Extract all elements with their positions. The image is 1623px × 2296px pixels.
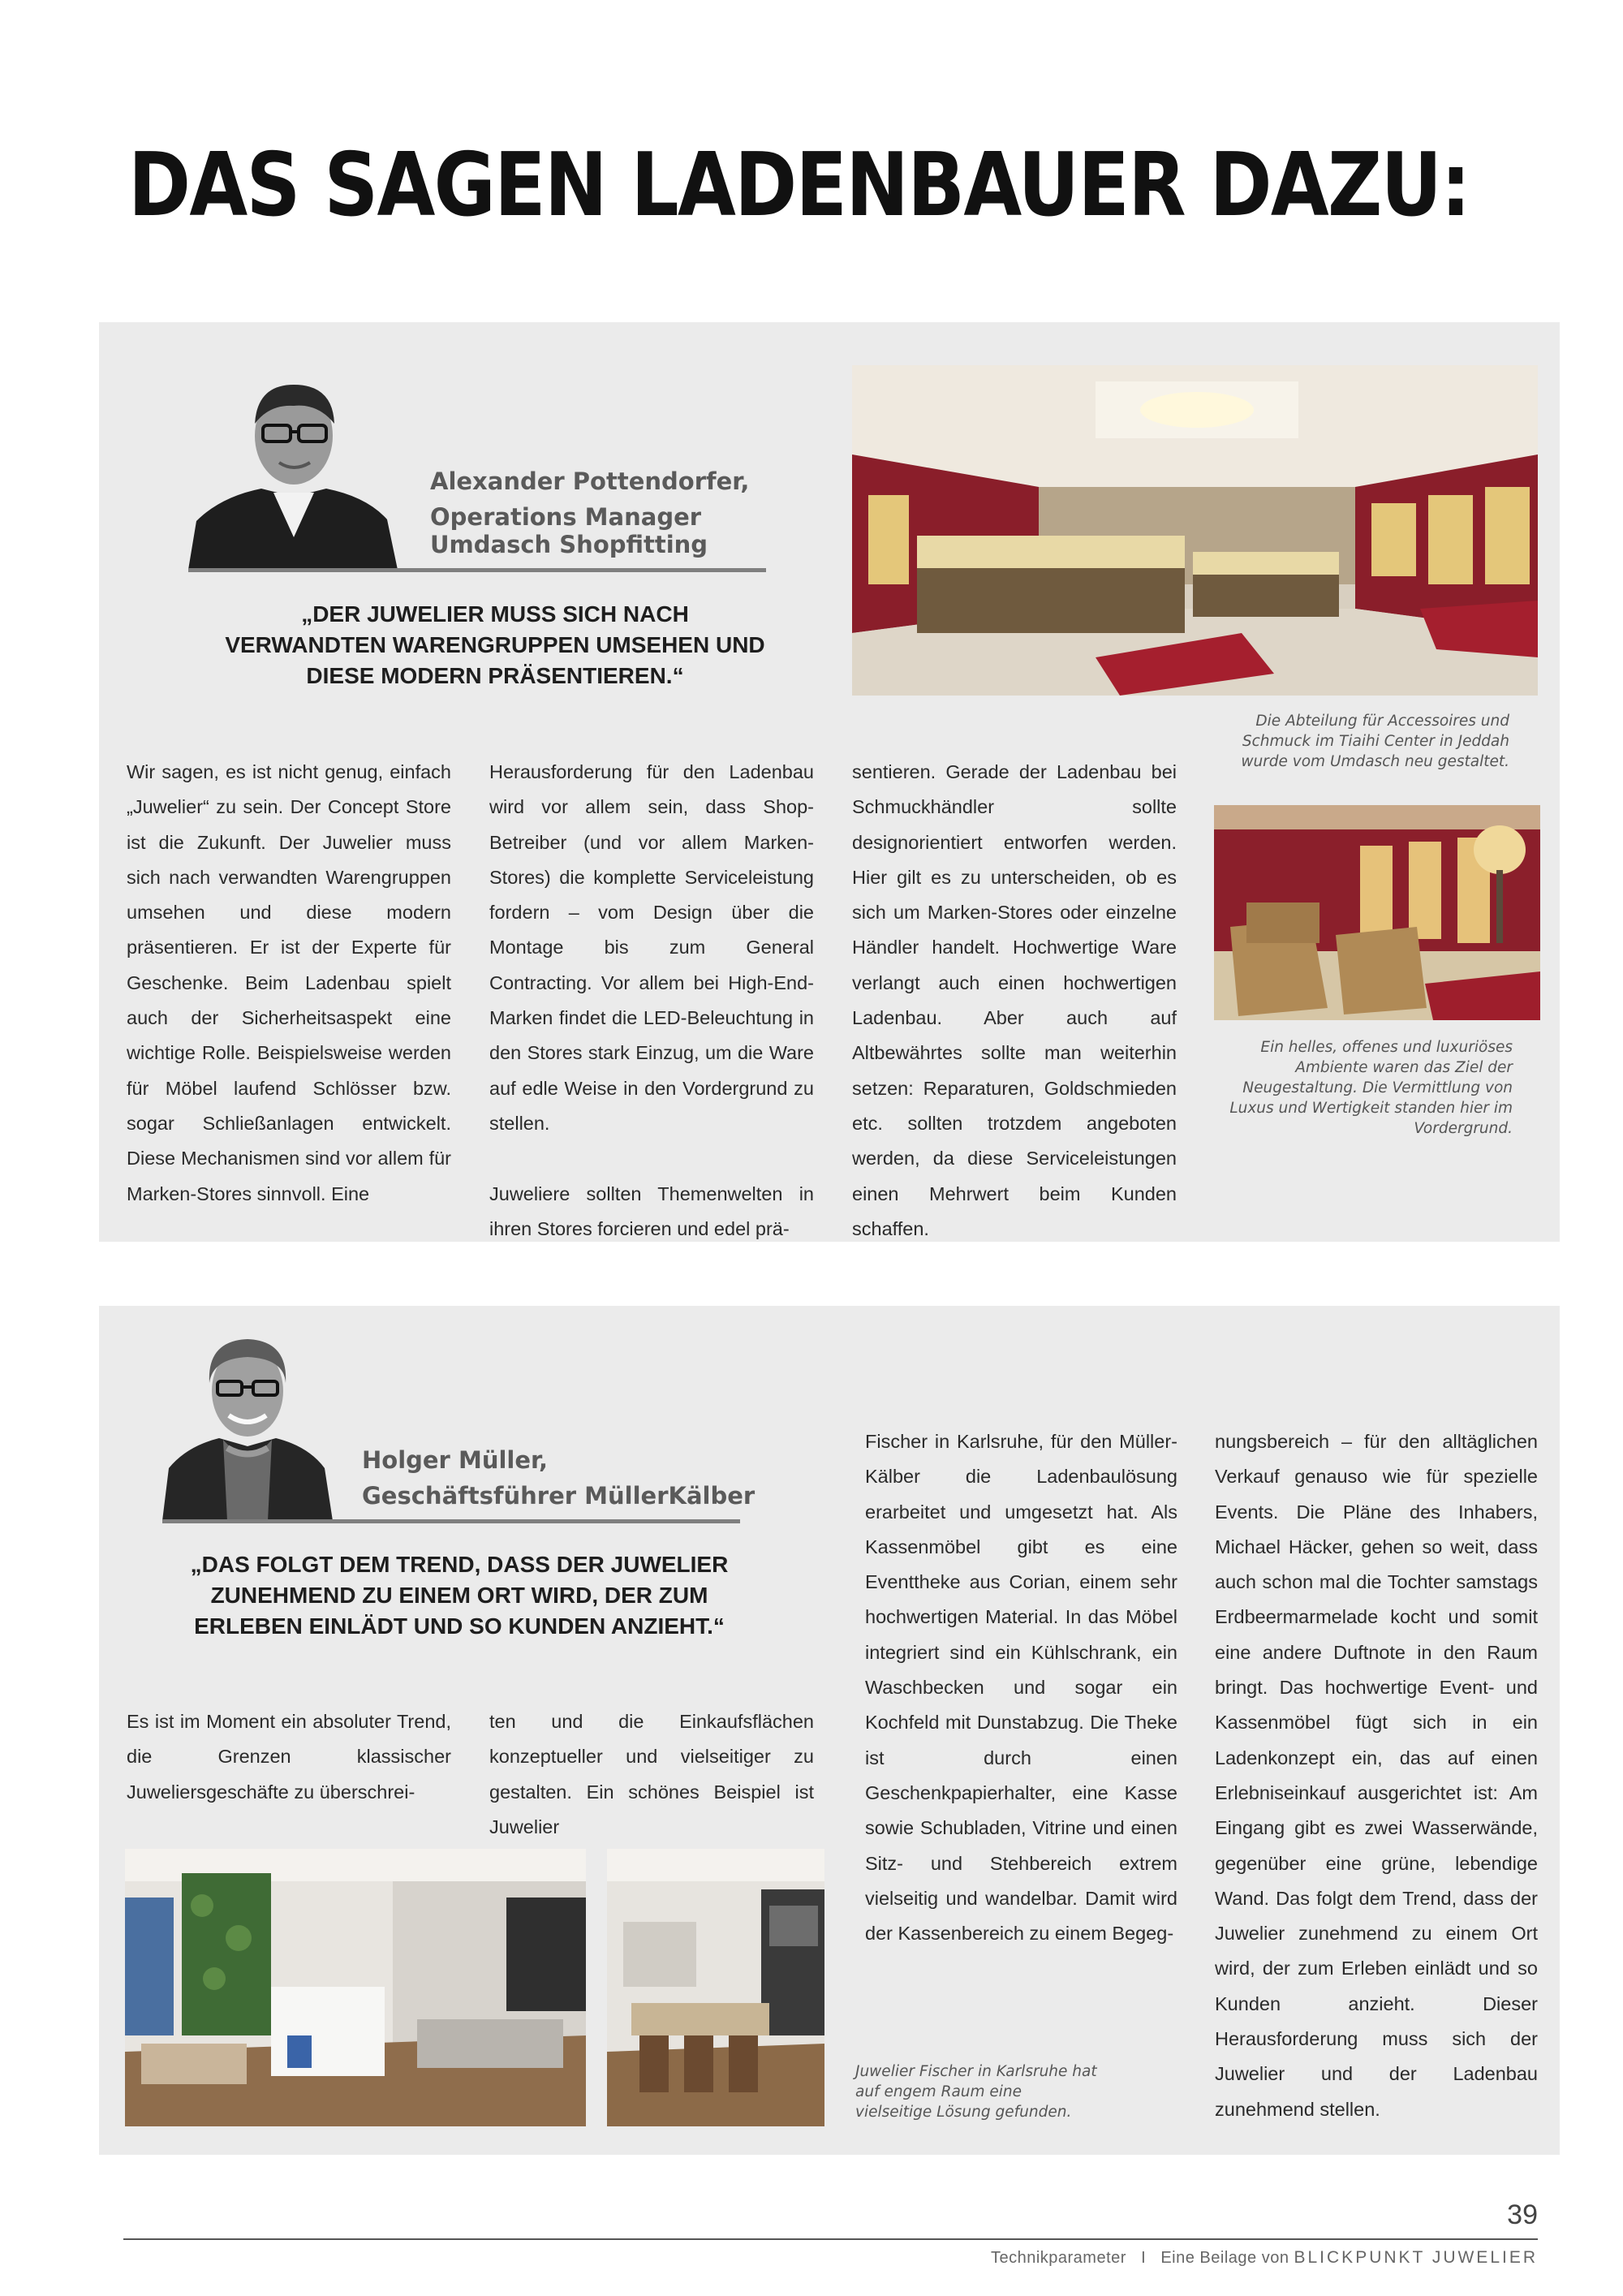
photo-juwelier-fischer-counter (607, 1849, 824, 2126)
photo-luxury-lounge (1214, 805, 1540, 1020)
paragraph: ten und die Einkaufsflächen konzeptueller und vielseitiger zu gestalten. Ein schönes Beispiel ist Juwelier (489, 1711, 814, 1837)
article-column-3 (852, 755, 1177, 1247)
article-column-2 (489, 1704, 814, 1845)
author-role-pottendorfer-line1: Operations Manager (430, 503, 702, 531)
article-column-4 (1215, 1424, 1538, 2127)
pull-quote-pottendorfer: „DER JUWELIER MUSS SICH NACH VERWANDTEN WARENGRUPPEN UMSEHEN UND DIESE MODERN PRÄSENTIEREN.“ (225, 601, 765, 688)
footer-left: Technikparameter (990, 2249, 1126, 2267)
article-column-3 (865, 1424, 1177, 1951)
footer-credit (991, 2248, 1538, 2268)
author-name-mueller: Holger Müller, (362, 1446, 549, 1474)
caption-luxury-lounge: Ein helles, offenes und luxuriöses Ambiente waren das Ziel der Neugestaltung. Die Vermittlung von Luxus und Wertigkeit standen hier im Vordergrund. (1229, 1039, 1513, 1137)
article-column-1 (127, 755, 451, 1212)
paragraph: Herausforderung für den Ladenbau wird vor allem sein, dass Shop-Betreiber (und vor allem Marken-Stores) die komplette Serviceleistung fordern – vom Design über die Montage bis zum General Contracting. Vor allem bei High-End-Marken findet die LED-Beleuchtung in den Stores stark Einzug, um die Ware auf edle Weise in den Vordergrund zu stellen. (489, 761, 814, 1134)
footer-divider (123, 2238, 1538, 2240)
pull-quote-mueller: „DAS FOLGT DEM TREND, DASS DER JUWELIER ZUNEHMEND ZU EINEM ORT WIRD, DER ZUM ERLEBEN EINLÄDT UND SO KUNDEN ANZIEHT.“ (190, 1552, 729, 1639)
article-column-2 (489, 755, 814, 1247)
author-role-pottendorfer-line2: Umdasch Shopfitting (430, 531, 708, 558)
caption-juwelier-fischer: Juwelier Fischer in Karlsruhe hat auf engem Raum eine vielseitige Lösung gefunden. (855, 2063, 1097, 2121)
footer-separator: I (1141, 2249, 1147, 2267)
author-role-mueller: Geschäftsführer MüllerKälber (362, 1482, 756, 1510)
photo-juwelier-fischer-store (125, 1849, 586, 2126)
portrait-mueller (162, 1326, 333, 1521)
paragraph: nungsbereich – für den alltäglichen Verkauf genauso wie für spezielle Events. Die Pläne des Inhabers, Michael Häcker, gehen so weit, dass auch schon mal die Tochter samstags Erdbeermarmelade kocht und somit eine andere Duftnote in den Raum bringt. Das hochwertige Event- und Kassenmöbel fügt sich in ein Ladenkonzept ein, das auf einen Erlebniseinkauf ausgerichtet ist: Am Eingang gibt es zwei Wasserwände, gegenüber eine grüne, lebendige Wand. Das folgt dem Trend, dass der Juwelier zunehmend zu einem Ort wird, der zum Erleben einlädt und so Kunden anzieht. Dieser Herausforderung muss sich der Juwelier und der Ladenbau zunehmend stellen. (1215, 1431, 1538, 2120)
portrait-pottendorfer (188, 375, 398, 570)
caption-tiaihi-center: Die Abteilung für Accessoires und Schmuck im Tiaihi Center in Jeddah wurde vom Umdasch neu gestaltet. (1241, 713, 1509, 770)
paragraph: Wir sagen, es ist nicht genug, einfach „Juwelier“ zu sein. Der Concept Store ist die Zukunft. Der Juwelier muss sich nach verwandten Warengruppen umsehen und diese modern präsentieren. Er ist der Experte für Geschenke. Beim Ladenbau spielt auch der Sicherheitsaspekt eine wichtige Rolle. Beispielsweise werden für Möbel laufend Schlösser bzw. sogar Schließanlagen entwickelt. Diese Mechanismen sind vor allem für Marken-Stores sinnvoll. Eine (127, 761, 451, 1204)
page-number: 39 (1507, 2199, 1538, 2230)
page-title: DAS SAGEN LADENBAUER DAZU: (128, 135, 1470, 236)
photo-tiaihi-center-jeddah (852, 365, 1538, 696)
paragraph: Es ist im Moment ein absoluter Trend, die Grenzen klassischer Juweliersgeschäfte zu überschrei- (127, 1711, 451, 1803)
author-underline (162, 1519, 740, 1523)
paragraph: Fischer in Karlsruhe, für den Müller-Kälber die Ladenbaulösung erarbeitet und umgesetzt hat. Als Kassenmöbel gibt es eine Eventtheke aus Corian, einem sehr hochwertigen Material. In das Möbel integriert sind ein Kühlschrank, ein Waschbecken und sogar ein Kochfeld mit Dunstabzug. Die Theke ist durch einen Geschenkpapierhalter, eine Kasse sowie Schubladen, Vitrine und einen Sitz- und Stehbereich extrem vielseitig und wandelbar. Damit wird der Kassenbereich zu einem Begeg- (865, 1431, 1177, 1945)
paragraph: sentieren. Gerade der Ladenbau bei Schmuckhändler sollte designorientiert entworfen werden. Hier gilt es zu unterscheiden, ob es sich um Marken-Stores oder einzelne Händler handelt. Hochwertige Ware verlangt auch einen hochwertigen Ladenbau. Aber auch auf Altbewährtes sollte man weiterhin setzen: Reparaturen, Goldschmieden etc. sollten trotzdem angeboten werden, da diese Serviceleistungen einen Mehrwert beim Kunden schaffen. (852, 761, 1177, 1239)
paragraph: Juweliere sollten Themenwelten in ihren Stores forcieren und edel prä- (489, 1182, 814, 1239)
footer-brand: BLICKPUNKT JUWELIER (1294, 2248, 1538, 2267)
footer-prefix: Eine Beilage von (1160, 2249, 1289, 2267)
article-column-1 (127, 1704, 451, 1810)
author-name-pottendorfer: Alexander Pottendorfer, (430, 467, 750, 495)
author-underline (188, 568, 766, 572)
